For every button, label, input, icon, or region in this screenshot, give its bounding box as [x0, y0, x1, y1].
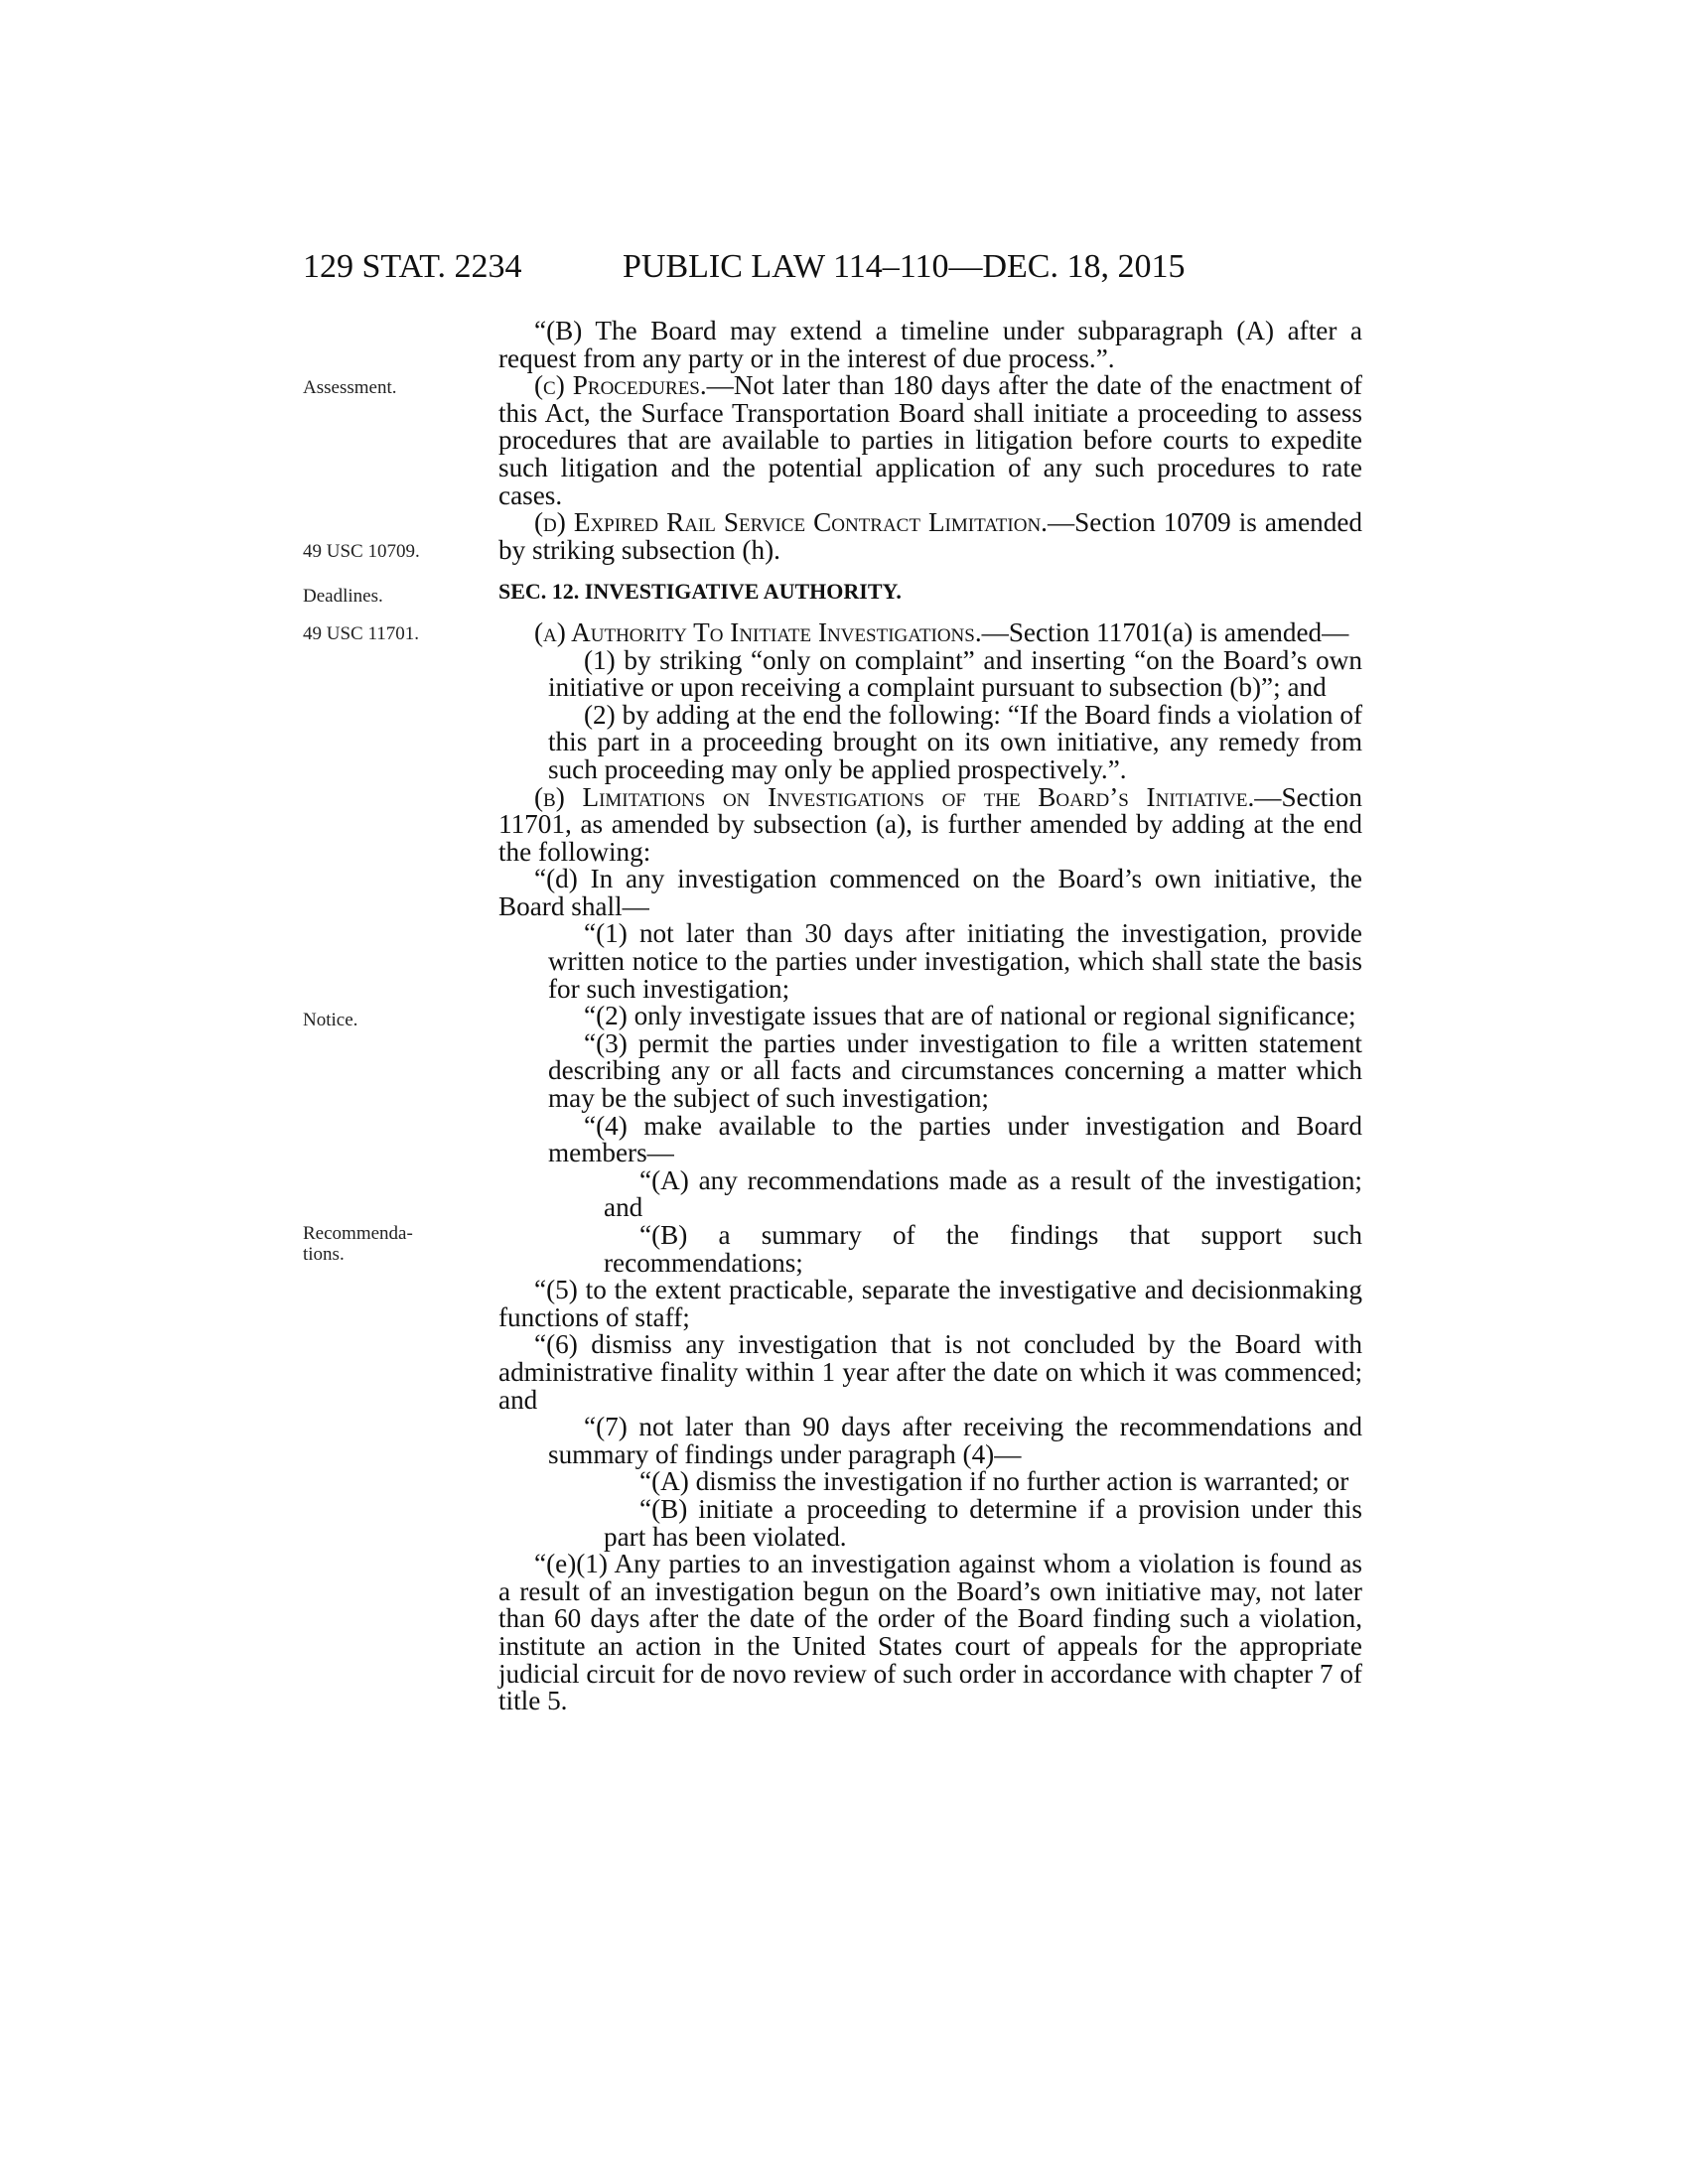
paragraph-c-procedures: [498, 372, 1362, 509]
quoted-d-4-a: “(A) any recommendations made as a result of the investigation; and: [604, 1164, 1362, 1223]
paragraph-a-authority: [498, 616, 1362, 647]
quoted-d-7-b: “(B) initiate a proceeding to determine if a provision under this part has been violated.: [604, 1493, 1362, 1552]
paragraph-c-heading: (c) Procedures.: [534, 370, 707, 401]
margin-note-deadlines: Deadlines.: [303, 586, 383, 607]
quoted-d-2: “(2) only investigate issues that are of national or regional significance;: [584, 1001, 1356, 1031]
paragraph-d-heading: (d) Expired Rail Service Contract Limitation.: [534, 507, 1048, 538]
margin-note-recommendations: Recommenda-tions.: [303, 1223, 413, 1265]
paragraph-a-heading: (a) Authority To Initiate Investigations.: [534, 616, 982, 647]
quoted-subsection-d: “(d) In any investigation commenced on the Board’s own initiative, the Board shall—: [498, 864, 1362, 921]
paragraph-b-text: —Section 11701, as amended by subsection (a), is further amended by adding at the end the following:: [498, 781, 1362, 867]
quoted-d-4: “(4) make available to the parties under investigation and Board members—: [548, 1110, 1362, 1168]
main-text-column: [498, 318, 1362, 1715]
paragraph-a-2: (2) by adding at the end the following: “If the Board finds a violation of this part in a proceeding brought on its own initiative, any remedy from such proceeding may only be applied prospectively.”.: [548, 699, 1362, 784]
paragraph-b-timeline: “(B) The Board may extend a timeline under subparagraph (A) after a request from any party or in the interest of due process.”.: [498, 316, 1362, 373]
quoted-d-7-a: “(A) dismiss the investigation if no further action is warranted; or: [639, 1466, 1349, 1497]
paragraph-a-text: —Section 11701(a) is amended—: [981, 616, 1349, 647]
stat-page-reference: 129 STAT. 2234: [303, 248, 522, 285]
paragraph-c-text: —Not later than 180 days after the date of the enactment of this Act, the Surface Transportation Board shall initiate a proceeding to assess procedures that are available to parties in litigation before courts to expedite such litigation and the potential application of any such procedures to rate cases.: [498, 370, 1362, 510]
paragraph-a-1: (1) by striking “only on complaint” and inserting “on the Board’s own initiative or upon receiving a complaint pursuant to subsection (b)”; and: [548, 644, 1362, 703]
paragraph-d-text: —Section 10709 is amended by striking subsection (h).: [498, 507, 1362, 565]
paragraph-d-expired-contract: [498, 509, 1362, 564]
quoted-d-7: “(7) not later than 90 days after receiving the recommendations and summary of findings under paragraph (4)—: [548, 1412, 1362, 1469]
quoted-subsection-e-1: “(e)(1) Any parties to an investigation against whom a violation is found as a result of an investigation begun on the Board’s own initiative may, not later than 60 days after the date of the order of the Board finding such a violation, institute an action in the United States court of appeals for the appropriate judicial circuit for de novo review of such order in accordance with chapter 7 of title 5.: [498, 1549, 1362, 1716]
paragraph-b-limitations: [498, 781, 1362, 867]
margin-note-notice: Notice.: [303, 1010, 358, 1030]
running-header-title: PUBLIC LAW 114–110—DEC. 18, 2015: [623, 248, 1186, 285]
paragraph-b-heading: (b) Limitations on Investigations of the Board’s Initiative.: [534, 781, 1255, 812]
quoted-d-1: “(1) not later than 30 days after initiating the investigation, provide written notice to the parties under investigation, which shall state the basis for such investigation;: [548, 918, 1362, 1004]
section-heading: SEC. 12. INVESTIGATIVE AUTHORITY.: [498, 579, 902, 605]
margin-note-usc-11701: 49 USC 11701.: [303, 623, 420, 644]
quoted-d-3: “(3) permit the parties under investigation to file a written statement describing any or all facts and circumstances concerning a matter which may be the subject of such investigation;: [548, 1027, 1362, 1114]
margin-note-usc-10709: 49 USC 10709.: [303, 541, 420, 562]
quoted-d-5: “(5) to the extent practicable, separate the investigative and decisionmaking functions of staff;: [498, 1275, 1362, 1332]
quoted-d-4-b: “(B) a summary of the findings that support such recommendations;: [604, 1220, 1362, 1278]
quoted-d-6: “(6) dismiss any investigation that is not concluded by the Board with administrative finality within 1 year after the date on which it was commenced; and: [498, 1329, 1362, 1415]
margin-note-assessment: Assessment.: [303, 377, 397, 398]
